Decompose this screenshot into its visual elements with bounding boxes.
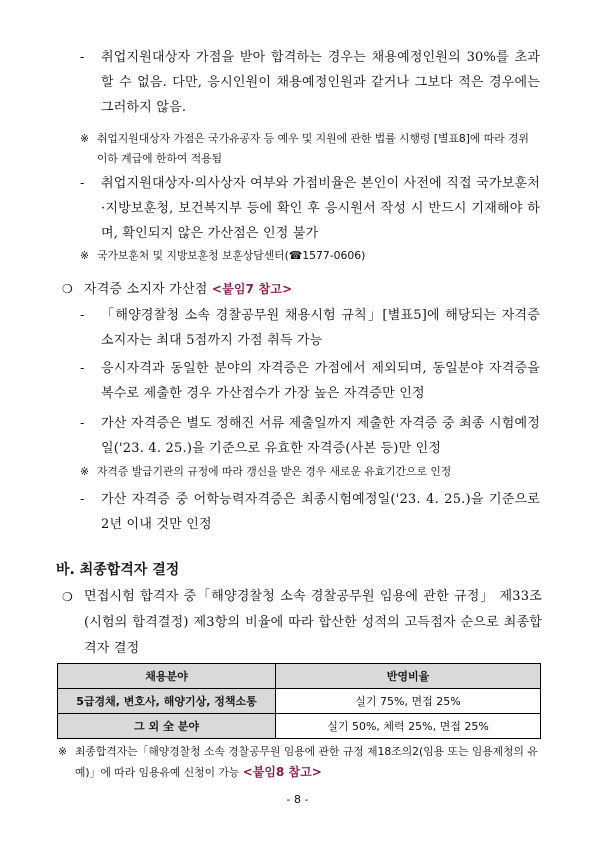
item-text: 면접시험 합격자 중「해양경찰청 소속 경찰공무원 임용에 관한 규정」 제33조(시험의 합격결정) 제3항의 비율에 따라 합산한 성적의 고득점자 순으로 최종합격자 결정 [84,589,542,656]
item-text: 취업지원대상자·의사상자 여부와 가점비율은 본인이 사전에 직접 국가보훈처·지방보훈청, 보건복지부 등에 확인 후 응시원서 작성 시 반드시 기재해야 하며, 확인되지 않은 가산점은 인정 불가 [101,176,540,241]
deferral-note [58,742,542,783]
certificate-bonus-heading [62,276,542,303]
dash-marker: - [80,308,85,323]
section-heading: 바. 최종합격자 결정 [56,562,180,578]
employment-support-note [80,129,542,169]
field-cell: 5급경채, 변호사, 해양기상, 정책소통 [58,689,276,714]
appendix-reference: <붙임8 참고> [242,765,322,779]
certificate-item-3 [80,411,540,461]
table-row [58,689,541,714]
employment-support-limit-item [80,45,540,120]
dash-marker: - [80,416,85,431]
note-marker: ※ [58,745,68,758]
ratio-cell: 실기 75%, 면접 25% [276,689,541,714]
certificate-renewal-note [80,462,542,482]
column-header: 반영비율 [276,664,541,689]
item-text: 응시자격과 동일한 분야의 자격증은 가점에서 제외되며, 동일분야 자격증을 복수로 제출한 경우 가산점수가 가장 높은 자격증만 인정 [101,361,540,401]
note-text: 국가보훈처 및 지방보훈청 보훈상담센터(☎1577-0606) [97,249,366,262]
circle-bullet: ❍ [62,590,73,604]
page-number: - 8 - [286,793,309,806]
circle-bullet: ❍ [62,282,73,296]
score-ratio-table [57,663,541,739]
appendix-reference: <붙임7 참고> [211,282,293,296]
item-text: 가산 자격증 중 어학능력자격증은 최종시험예정일('23. 4. 25.)을 기준으로 2년 이내 것만 인정 [101,492,540,532]
column-header: 채용분야 [58,664,276,689]
ratio-cell: 실기 50%, 체력 25%, 면접 25% [276,714,541,739]
certificate-item-4 [80,487,540,537]
certificate-item-1 [80,303,540,353]
note-text: 취업지원대상자 가점은 국가유공자 등 예우 및 지원에 관한 법률 시행령 [별표8]에 따라 경위 이하 계급에 한하여 적용됨 [97,132,529,165]
table-header-row [58,664,541,689]
dash-marker: - [80,50,85,65]
note-text: 최종합격자는「해양경찰청 소속 경찰공무원 임용에 관한 규정 제18조의2(임용 또는 임용제청의 유예)」에 따라 임용유예 신청이 가능 [75,745,538,779]
table-row [58,714,541,739]
heading-text: 자격증 소지자 가산점 [84,282,212,297]
field-cell: 그 외 全 분야 [58,714,276,739]
item-text: 가산 자격증은 별도 정해진 서류 제출일까지 제출한 자격증 중 최종 시험예정일('23. 4. 25.)을 기준으로 유효한 자격증(사본 등)만 인정 [101,416,540,456]
item-text: 취업지원대상자 가점을 받아 합격하는 경우는 채용예정인원의 30%를 초과할 수 없음. 다만, 응시인원이 채용예정인원과 같거나 그보다 적은 경우에는 그러하지 않음. [101,50,540,115]
item-text: 「해양경찰청 소속 경찰공무원 채용시험 규칙」[별표5]에 해당되는 자격증 소지자는 최대 5점까지 가점 취득 가능 [101,308,540,348]
note-marker: ※ [80,249,90,262]
note-marker: ※ [80,132,90,145]
veteran-center-note [80,246,542,266]
final-decision-item [62,584,542,662]
veteran-check-item [80,171,540,246]
note-text: 자격증 발급기관의 규정에 따라 갱신을 받은 경우 새로운 유효기간으로 인정 [97,465,452,478]
certificate-item-2 [80,356,540,406]
dash-marker: - [80,361,85,376]
note-marker: ※ [80,465,90,478]
dash-marker: - [80,176,85,191]
dash-marker: - [80,492,85,507]
